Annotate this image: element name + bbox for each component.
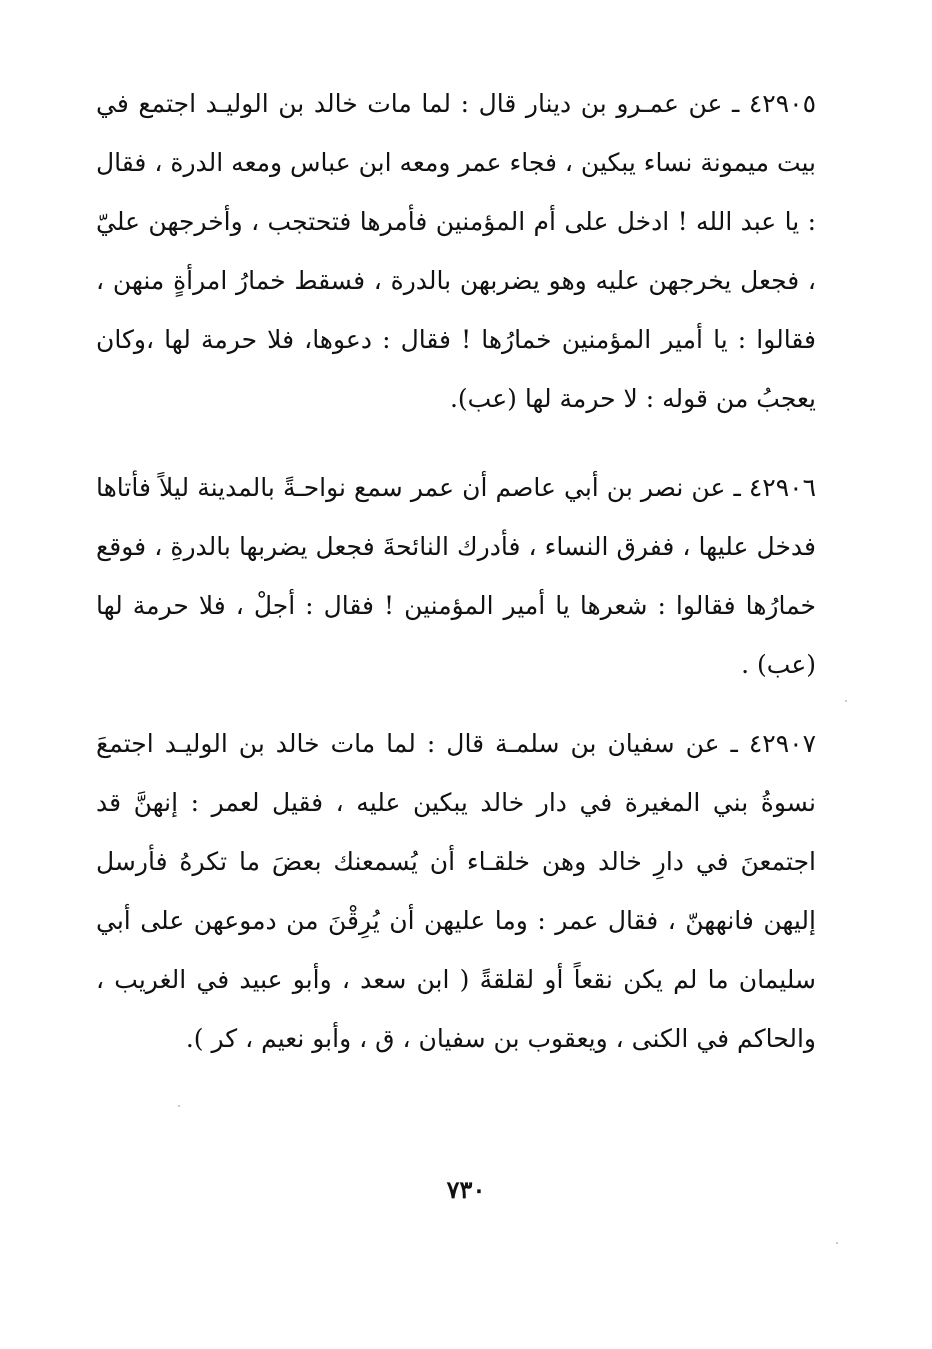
hadith-42907 <box>96 714 816 1068</box>
hadith-42906 <box>96 458 816 694</box>
hadith-text: ٤٢٩٠٥ ـ عن عمـرو بن دينار قال : لما مات خالد بن الوليـد اجتمع في بيت ميمونة نساء يبكين ، فجاء عمر ومعه ابن عباس ومعه الدرة ، فقال : يا عبد الله ! ادخل على أم المؤمنين فأمرها فتحتجب ، وأخرجهن عليّ ، فجعل يخرجهن عليه وهو يضربهن بالدرة ، فسقط خمارُ امرأةٍ منهن ، فقالوا : يا أمير المؤمنين خمارُها ! فقال : دعوها، فلا حرمة لها ،وكان يعجبُ من قوله : لا حرمة لها (عب). <box>96 89 816 413</box>
scan-speck <box>845 700 847 702</box>
page-number: ٧٣٠ <box>446 1175 486 1204</box>
hadith-42905 <box>96 74 816 428</box>
hadith-text: ٤٢٩٠٧ ـ عن سفيان بن سلمـة قال : لما مات خالد بن الوليـد اجتمعَ نسوةُ بني المغيرة في دار خالد يبكين عليه ، فقيل لعمر : إنهنَّ قد اجتمعنَ في دارِ خالد وهن خلقـاء أن يُسمعنك بعضَ ما تكرهُ فأرسل إليهن فانههنّ ، فقال عمر : وما عليهن أن يُرِقْنَ من دموعهن على أبي سليمان ما لم يكن نقعاً أو لقلقةً ( ابن سعد ، وأبو عبيد في الغريب ، والحاكم في الكنى ، ويعقوب بن سفيان ، ق ، وأبو نعيم ، كر ). <box>96 729 816 1053</box>
scan-speck <box>178 1105 180 1107</box>
scan-speck <box>836 1242 838 1244</box>
hadith-text: ٤٢٩٠٦ ـ عن نصر بن أبي عاصم أن عمر سمع نواحـةً بالمدينة ليلاً فأتاها فدخل عليها ، ففرق النساء ، فأدرك النائحةَ فجعل يضربها بالدرةِ ، فوقع خمارُها فقالوا : شعرها يا أمير المؤمنين ! فقال : أجلْ ، فلا حرمة لها (عب) . <box>96 473 816 679</box>
